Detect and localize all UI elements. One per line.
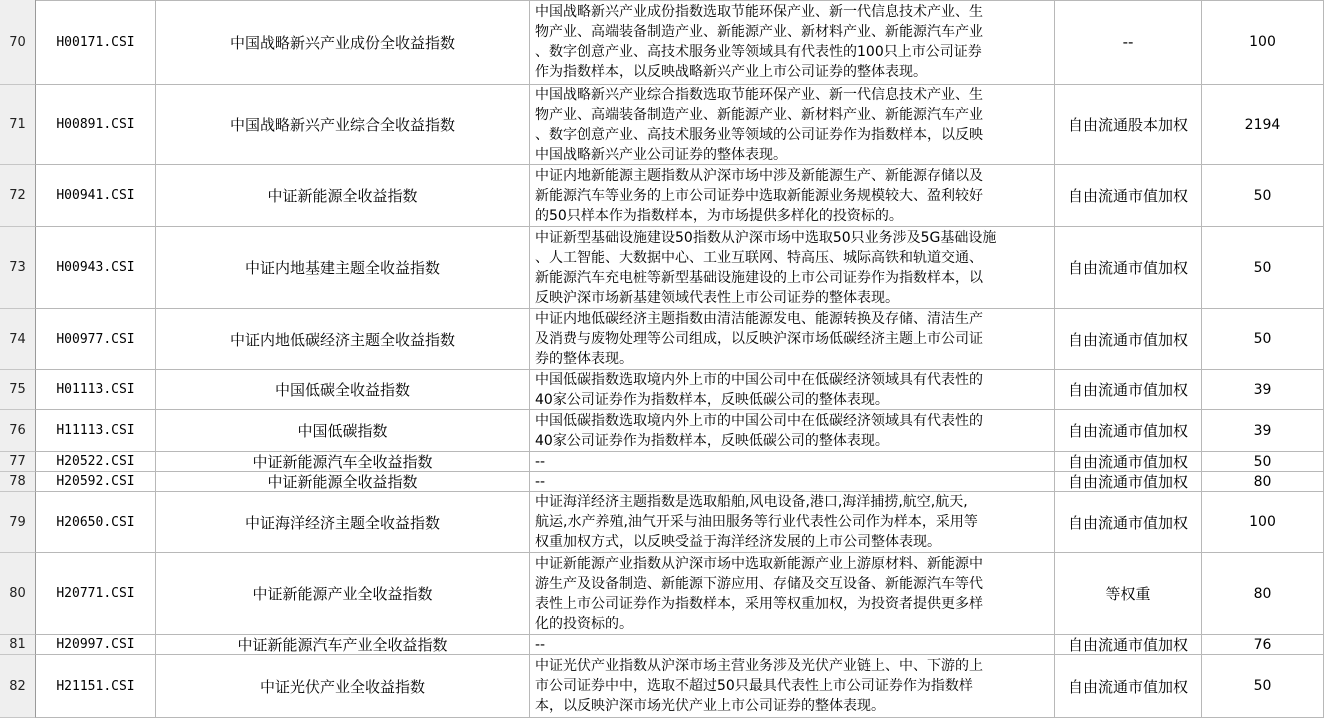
description-line: 反映沪深市场新基建领域代表性上市公司证券的整体表现。	[535, 290, 899, 306]
cell-description[interactable]	[530, 0, 1055, 85]
table-row	[0, 85, 1324, 165]
description-line: 权重加权方式，以反映受益于海洋经济发展的上市公司整体表现。	[535, 534, 941, 550]
cell-index-code[interactable]: H20997.CSI	[36, 635, 156, 655]
cell-description[interactable]	[530, 553, 1055, 635]
cell-description[interactable]	[530, 655, 1055, 718]
cell-weighting[interactable]: 自由流通市值加权	[1055, 472, 1202, 492]
description-line: 游生产及设备制造、新能源下游应用、存储及交互设备、新能源汽车等代	[535, 576, 983, 592]
table-row	[0, 227, 1324, 309]
description-line: 航运,水产养殖,油气开采与油田服务等行业代表性公司作为样本，采用等	[535, 514, 978, 530]
cell-index-name[interactable]: 中国战略新兴产业综合全收益指数	[156, 85, 530, 165]
cell-index-code[interactable]: H20522.CSI	[36, 452, 156, 472]
cell-index-code[interactable]: H11113.CSI	[36, 410, 156, 452]
cell-weighting[interactable]: 自由流通市值加权	[1055, 635, 1202, 655]
cell-constituent-count[interactable]: 80	[1202, 472, 1324, 492]
cell-index-name[interactable]: 中证海洋经济主题全收益指数	[156, 492, 530, 553]
row-header[interactable]: 72	[0, 165, 36, 227]
cell-index-name[interactable]: 中证新能源产业全收益指数	[156, 553, 530, 635]
description-line: 中证内地低碳经济主题指数由清洁能源发电、能源转换及存储、清洁生产	[535, 311, 983, 327]
cell-constituent-count[interactable]: 50	[1202, 227, 1324, 309]
cell-weighting[interactable]: 自由流通市值加权	[1055, 492, 1202, 553]
description-line: 表性上市公司证券作为指数样本，采用等权重加权，为投资者提供更多样	[535, 596, 983, 612]
cell-constituent-count[interactable]: 76	[1202, 635, 1324, 655]
cell-index-name[interactable]: 中国战略新兴产业成份全收益指数	[156, 0, 530, 85]
description-line: 中国低碳指数选取境内外上市的中国公司中在低碳经济领域具有代表性的	[535, 413, 983, 429]
cell-constituent-count[interactable]: 50	[1202, 309, 1324, 370]
row-header[interactable]: 71	[0, 85, 36, 165]
cell-weighting[interactable]: 自由流通市值加权	[1055, 309, 1202, 370]
cell-weighting[interactable]: 自由流通市值加权	[1055, 452, 1202, 472]
cell-index-code[interactable]: H20771.CSI	[36, 553, 156, 635]
cell-index-name[interactable]: 中证新能源全收益指数	[156, 165, 530, 227]
cell-description[interactable]	[530, 85, 1055, 165]
cell-index-name[interactable]: 中证内地低碳经济主题全收益指数	[156, 309, 530, 370]
cell-description[interactable]	[530, 472, 1055, 492]
description-line: 的50只样本作为指数样本，为市场提供多样化的投资标的。	[535, 208, 903, 224]
cell-constituent-count[interactable]: 2194	[1202, 85, 1324, 165]
description-line: 化的投资标的。	[535, 616, 633, 632]
description-line: 新能源汽车充电桩等新型基础设施建设的上市公司证券作为指数样本，以	[535, 270, 983, 286]
row-header[interactable]: 75	[0, 370, 36, 410]
description-line: 物产业、高端装备制造产业、新能源产业、新材料产业、新能源汽车产业	[535, 24, 983, 40]
cell-index-code[interactable]: H01113.CSI	[36, 370, 156, 410]
table-row	[0, 165, 1324, 227]
cell-description[interactable]	[530, 452, 1055, 472]
cell-index-name[interactable]: 中国低碳指数	[156, 410, 530, 452]
table-row	[0, 472, 1324, 492]
cell-index-name[interactable]: 中证内地基建主题全收益指数	[156, 227, 530, 309]
row-header[interactable]: 73	[0, 227, 36, 309]
table-row	[0, 553, 1324, 635]
description-line: --	[535, 474, 546, 490]
cell-index-name[interactable]: 中证新能源汽车全收益指数	[156, 452, 530, 472]
cell-constituent-count[interactable]: 50	[1202, 452, 1324, 472]
description-line: 物产业、高端装备制造产业、新能源产业、新材料产业、新能源汽车产业	[535, 107, 983, 123]
cell-index-code[interactable]: H20592.CSI	[36, 472, 156, 492]
cell-description[interactable]	[530, 635, 1055, 655]
cell-weighting[interactable]: --	[1055, 0, 1202, 85]
cell-constituent-count[interactable]: 39	[1202, 410, 1324, 452]
cell-index-code[interactable]: H00977.CSI	[36, 309, 156, 370]
description-line: 券的整体表现。	[535, 351, 633, 367]
description-line: 本，以反映沪深市场光伏产业上市公司证券的整体表现。	[535, 698, 885, 714]
description-line: 、数字创意产业、高技术服务业等领域具有代表性的100只上市公司证券	[535, 44, 982, 60]
table-row	[0, 492, 1324, 553]
row-header[interactable]: 77	[0, 452, 36, 472]
cell-weighting[interactable]: 等权重	[1055, 553, 1202, 635]
table-row	[0, 410, 1324, 452]
description-line: --	[535, 637, 546, 653]
description-line: 中国战略新兴产业成份指数选取节能环保产业、新一代信息技术产业、生	[535, 4, 983, 20]
row-header[interactable]: 70	[0, 0, 36, 85]
table-row	[0, 655, 1324, 718]
cell-index-code[interactable]: H21151.CSI	[36, 655, 156, 718]
description-line: 中证新型基础设施建设50指数从沪深市场中选取50只业务涉及5G基础设施	[535, 230, 997, 246]
cell-description[interactable]	[530, 492, 1055, 553]
description-line: 、人工智能、大数据中心、工业互联网、特高压、城际高铁和轨道交通、	[535, 250, 983, 266]
cell-weighting[interactable]: 自由流通市值加权	[1055, 410, 1202, 452]
cell-index-name[interactable]: 中证新能源汽车产业全收益指数	[156, 635, 530, 655]
table-row	[0, 452, 1324, 472]
description-line: 中国战略新兴产业公司证券的整体表现。	[535, 147, 787, 163]
cell-constituent-count[interactable]: 80	[1202, 553, 1324, 635]
description-line: 中证海洋经济主题指数是选取船舶,风电设备,港口,海洋捕捞,航空,航天,	[535, 494, 968, 510]
cell-description[interactable]	[530, 227, 1055, 309]
cell-constituent-count[interactable]: 50	[1202, 655, 1324, 718]
description-line: 中证光伏产业指数从沪深市场主营业务涉及光伏产业链上、中、下游的上	[535, 658, 983, 674]
cell-weighting[interactable]: 自由流通市值加权	[1055, 370, 1202, 410]
row-header[interactable]: 79	[0, 492, 36, 553]
description-line: 中证新能源产业指数从沪深市场中选取新能源产业上游原材料、新能源中	[535, 556, 983, 572]
description-line: 40家公司证券作为指数样本，反映低碳公司的整体表现。	[535, 433, 889, 449]
cell-constituent-count[interactable]: 39	[1202, 370, 1324, 410]
cell-weighting[interactable]: 自由流通市值加权	[1055, 165, 1202, 227]
description-line: 中国战略新兴产业综合指数选取节能环保产业、新一代信息技术产业、生	[535, 87, 983, 103]
cell-index-name[interactable]: 中国低碳全收益指数	[156, 370, 530, 410]
description-line: 中国低碳指数选取境内外上市的中国公司中在低碳经济领域具有代表性的	[535, 372, 983, 388]
description-line: 、数字创意产业、高技术服务业等领域的公司证券作为指数样本，以反映	[535, 127, 983, 143]
table-row	[0, 635, 1324, 655]
cell-index-name[interactable]: 中证新能源全收益指数	[156, 472, 530, 492]
row-header[interactable]: 78	[0, 472, 36, 492]
row-header[interactable]: 82	[0, 655, 36, 718]
row-header[interactable]: 76	[0, 410, 36, 452]
cell-constituent-count[interactable]: 100	[1202, 0, 1324, 85]
cell-index-code[interactable]: H20650.CSI	[36, 492, 156, 553]
cell-index-code[interactable]: H00943.CSI	[36, 227, 156, 309]
cell-description[interactable]	[530, 410, 1055, 452]
cell-description[interactable]	[530, 370, 1055, 410]
row-header[interactable]: 81	[0, 635, 36, 655]
description-line: 40家公司证券作为指数样本，反映低碳公司的整体表现。	[535, 392, 889, 408]
table-row	[0, 309, 1324, 370]
cell-index-code[interactable]: H00941.CSI	[36, 165, 156, 227]
description-line: 作为指数样本，以反映战略新兴产业上市公司证券的整体表现。	[535, 64, 927, 80]
cell-weighting[interactable]: 自由流通市值加权	[1055, 655, 1202, 718]
row-header[interactable]: 80	[0, 553, 36, 635]
cell-constituent-count[interactable]: 100	[1202, 492, 1324, 553]
cell-constituent-count[interactable]: 50	[1202, 165, 1324, 227]
cell-weighting[interactable]: 自由流通股本加权	[1055, 85, 1202, 165]
cell-description[interactable]	[530, 165, 1055, 227]
cell-index-code[interactable]: H00891.CSI	[36, 85, 156, 165]
cell-weighting[interactable]: 自由流通市值加权	[1055, 227, 1202, 309]
row-header[interactable]: 74	[0, 309, 36, 370]
cell-index-code[interactable]: H00171.CSI	[36, 0, 156, 85]
description-line: 中证内地新能源主题指数从沪深市场中涉及新能源生产、新能源存储以及	[535, 168, 983, 184]
table-row	[0, 0, 1324, 85]
description-line: 及消费与废物处理等公司组成，以反映沪深市场低碳经济主题上市公司证	[535, 331, 983, 347]
table-row	[0, 370, 1324, 410]
description-line: --	[535, 454, 546, 470]
description-line: 新能源汽车等业务的上市公司证券中选取新能源业务规模较大、盈利较好	[535, 188, 983, 204]
cell-index-name[interactable]: 中证光伏产业全收益指数	[156, 655, 530, 718]
description-line: 市公司证券中中，选取不超过50只最具代表性上市公司证券作为指数样	[535, 678, 973, 694]
cell-description[interactable]	[530, 309, 1055, 370]
